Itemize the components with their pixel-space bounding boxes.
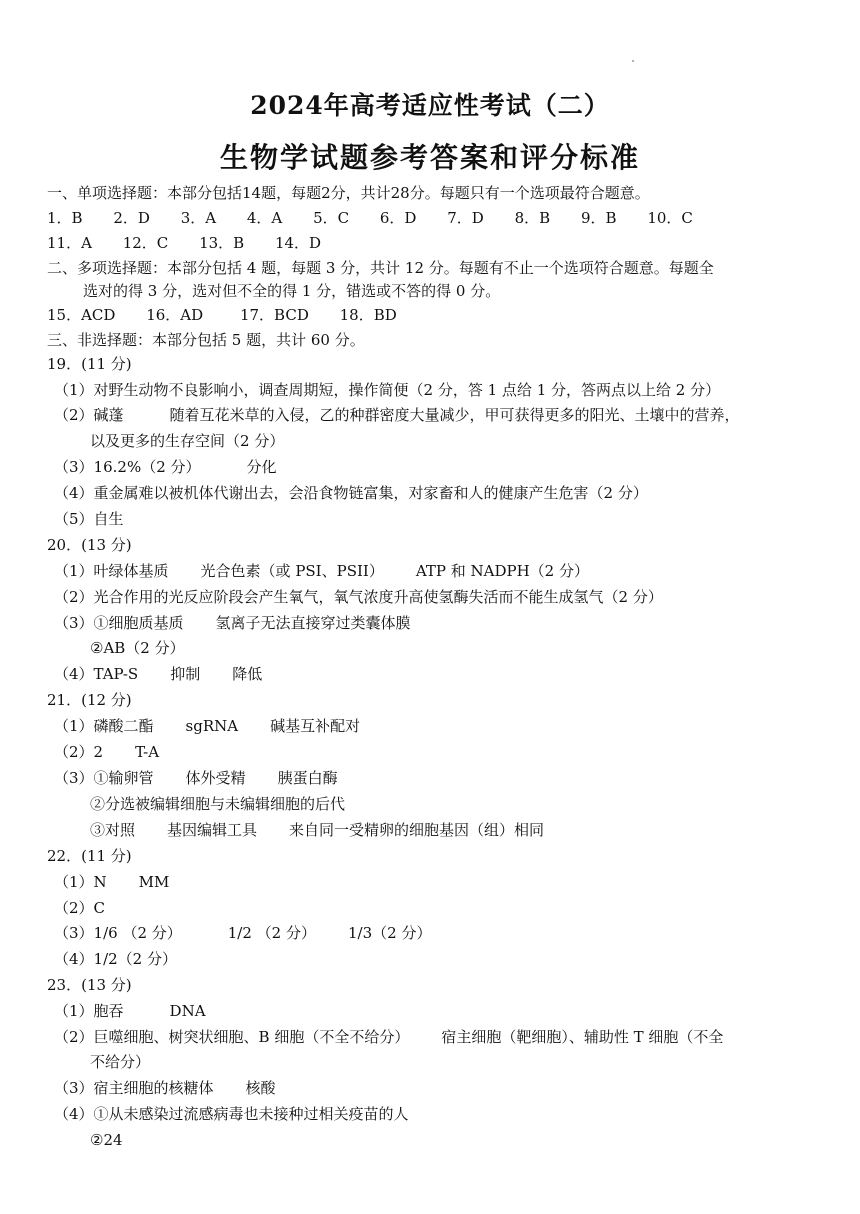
- q22-part3-answer-c: 1/3（2 分）: [348, 924, 432, 942]
- q21-part3: [54, 768, 338, 788]
- q21-heading: 21．(12 分): [47, 691, 132, 709]
- answer-10: 10．C: [647, 209, 693, 227]
- answer-4: 4．A: [246, 209, 283, 227]
- q21-part2-answer-a: （2）2: [54, 743, 104, 761]
- q20-part2: （2）光合作用的光反应阶段会产生氧气，氧气浓度升高使氢酶失活而不能生成氢气（2 分）: [54, 588, 663, 606]
- q21-part3-answer-g: 来自同一受精卵的细胞基因（组）相同: [289, 821, 545, 839]
- q22-part1: [54, 872, 169, 892]
- q21-part3-answer-b: 体外受精: [185, 769, 246, 787]
- q23-part3: [54, 1078, 276, 1098]
- q20-part1-answer-c: ATP 和 NADPH（2 分）: [415, 562, 589, 580]
- answer-2: 2．D: [113, 209, 150, 227]
- q19-part4: （4）重金属难以被机体代谢出去，会沿食物链富集，对家畜和人的健康产生危害（2 分）: [54, 484, 648, 502]
- q19-part2-cont: 以及更多的生存空间（2 分）: [90, 432, 285, 450]
- q19-part5: （5）自生: [54, 510, 124, 528]
- q23-part2: [54, 1027, 723, 1047]
- q21-part1: [54, 716, 360, 736]
- q21-part3-line3: [90, 820, 544, 840]
- q23-part3-answer-b: 核酸: [245, 1079, 276, 1097]
- q21-part3-answer-e: ③对照: [90, 821, 136, 839]
- q21-part2-answer-b: T-A: [135, 743, 160, 761]
- q22-part1-answer-b: MM: [138, 873, 170, 891]
- answer-1: 1．B: [47, 209, 83, 227]
- q23-part2-answer-b: 宿主细胞（靶细胞）、辅助性 T 细胞（不全: [441, 1028, 724, 1046]
- document-subtitle: 生物学试题参考答案和评分标准: [219, 141, 640, 174]
- q23-part1-answer-b: DNA: [169, 1002, 206, 1020]
- q19-part2-answer-b: 随着互花米草的入侵，乙的种群密度大量减少，甲可获得更多的阳光、土壤中的营养，: [169, 406, 740, 424]
- q21-part3-answer-a: （3）①输卵管: [54, 769, 154, 787]
- answer-8: 8．B: [514, 209, 551, 227]
- q23-part2-answer-a: （2）巨噬细胞、树突状细胞、B 细胞（不全不给分）: [54, 1028, 410, 1046]
- exam-title: 2024年高考适应性考试（二）: [250, 91, 610, 120]
- answer-14: 14．D: [274, 234, 322, 252]
- answer-16: 16．AD: [146, 306, 204, 324]
- q20-part3-answer-b: 氢离子无法直接穿过类囊体膜: [215, 614, 411, 632]
- q22-part2: （2）C: [54, 899, 106, 917]
- answer-3: 3．A: [180, 209, 217, 227]
- q22-part1-answer-a: （1）N: [54, 873, 107, 891]
- answer-17: 17．BCD: [239, 306, 309, 324]
- q19-part2-answer-a: （2）碱蓬: [54, 406, 124, 424]
- q20-part3-answer-a: （3）①细胞质基质: [54, 614, 184, 632]
- q20-part1-answer-a: （1）叶绿体基质: [54, 562, 169, 580]
- q21-part3-line2: ②分选被编辑细胞与未编辑细胞的后代: [90, 795, 346, 813]
- q19-heading: 19．(11 分): [47, 355, 132, 373]
- q23-part3-answer-a: （3）宿主细胞的核糖体: [54, 1079, 214, 1097]
- section3-heading: 三、非选择题：本部分包括 5 题，共计 60 分。: [47, 331, 365, 349]
- q20-part1-answer-b: 光合色素（或 PSI、PSII）: [200, 562, 384, 580]
- q23-part1-answer-a: （1）胞吞: [54, 1002, 124, 1020]
- q19-part2: [54, 405, 740, 425]
- answer-7: 7．D: [447, 209, 484, 227]
- answer-12: 12．C: [122, 234, 169, 252]
- q21-part1-answer-a: （1）磷酸二酯: [54, 717, 154, 735]
- q23-part1: [54, 1001, 206, 1021]
- section2-answers: [47, 305, 397, 325]
- q22-part3-answer-a: （3）1/6 （2 分）: [54, 924, 182, 942]
- scan-dot: [632, 60, 634, 62]
- answer-13: 13．B: [199, 234, 245, 252]
- q20-part4-answer-c: 降低: [232, 665, 263, 683]
- answer-11: 11．A: [47, 234, 92, 252]
- q21-part3-answer-f: 基因编辑工具: [167, 821, 258, 839]
- q20-heading: 20．(13 分): [47, 536, 132, 554]
- q20-part4-answer-a: （4）TAP-S: [54, 665, 139, 683]
- answer-6: 6．D: [379, 209, 417, 227]
- section1-heading: 一、单项选择题：本部分包括14题，每题2分，共计28分。每题只有一个选项最符合题意。: [47, 184, 650, 202]
- q23-part4: （4）①从未感染过流感病毒也未接种过相关疫苗的人: [54, 1105, 409, 1123]
- section2-heading-line2: 选对的得 3 分，选对但不全的得 1 分，错选或不答的得 0 分。: [83, 282, 501, 300]
- answer-15: 15．ACD: [47, 306, 116, 324]
- q23-heading: 23．(13 分): [47, 976, 132, 994]
- answer-5: 5．C: [313, 209, 350, 227]
- q21-part1-answer-c: 碱基互补配对: [270, 717, 361, 735]
- q20-part4-answer-b: 抑制: [170, 665, 201, 683]
- q20-part4: [54, 664, 262, 684]
- section2-heading-line1: 二、多项选择题：本部分包括 4 题，每题 3 分，共计 12 分。每题有不止一个选项符合题意。每题全: [47, 259, 714, 277]
- q22-heading: 22．(11 分): [47, 847, 132, 865]
- q23-part2-cont: 不给分）: [90, 1053, 151, 1071]
- q20-part3: [54, 613, 411, 633]
- section1-answers-row2: [47, 233, 321, 253]
- q21-part3-answer-c: 胰蛋白酶: [277, 769, 338, 787]
- q19-part3-answer-a: （3）16.2%（2 分）: [54, 458, 201, 476]
- q19-part3: [54, 457, 277, 477]
- q22-part4: （4）1/2（2 分）: [54, 950, 177, 968]
- q21-part2: [54, 742, 159, 762]
- q23-part4-cont: ②24: [90, 1131, 123, 1149]
- q22-part3: [54, 923, 431, 943]
- q20-part1: [54, 561, 589, 581]
- q19-part3-answer-b: 分化: [246, 458, 277, 476]
- q20-part3-cont: ②AB（2 分）: [90, 639, 185, 657]
- q22-part3-answer-b: 1/2 （2 分）: [227, 924, 316, 942]
- q19-part1: （1）对野生动物不良影响小，调查周期短，操作简便（2 分，答 1 点给 1 分，答两点以上给 2 分）: [54, 381, 721, 399]
- answer-18: 18．BD: [339, 306, 397, 324]
- section1-answers-row1: [47, 208, 693, 228]
- answer-9: 9．B: [580, 209, 617, 227]
- q21-part1-answer-b: sgRNA: [185, 717, 239, 735]
